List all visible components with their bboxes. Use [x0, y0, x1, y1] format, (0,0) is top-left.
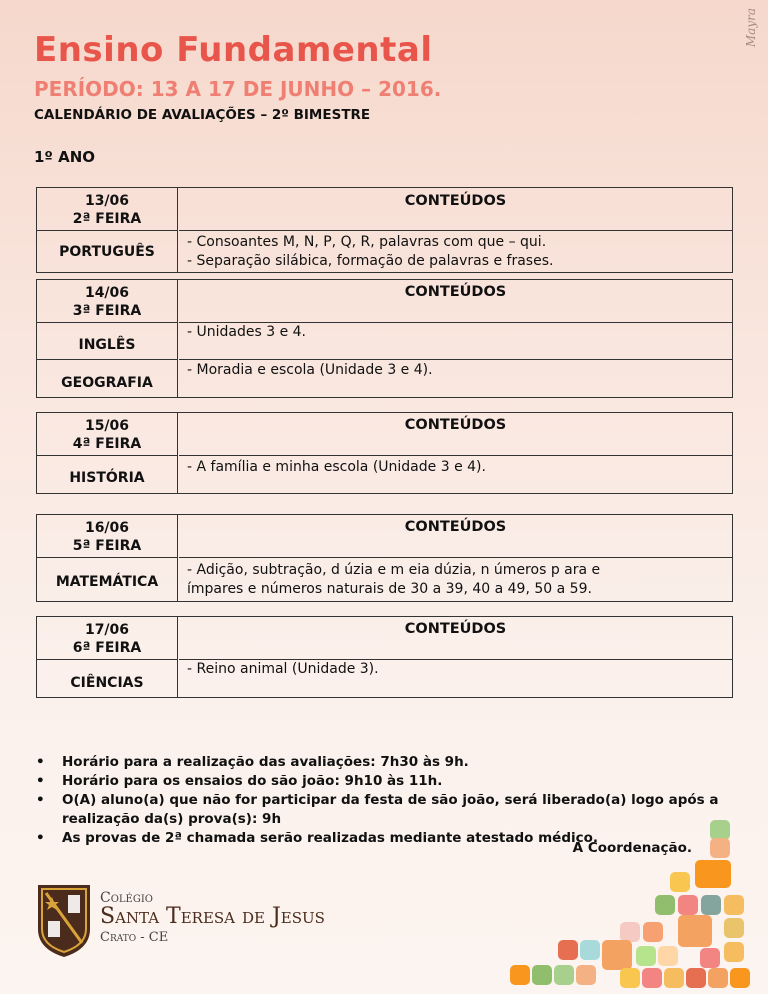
date: 16/06	[84, 520, 130, 536]
percent-icon	[724, 918, 744, 938]
contents-heading-cell	[179, 621, 732, 637]
contents-heading-cell	[179, 193, 732, 209]
subject-name: GEOGRAFIA	[61, 375, 153, 391]
contents-heading-cell	[179, 519, 732, 535]
heart-icon	[678, 895, 698, 915]
music-icon	[643, 922, 663, 942]
schedule-block-1506	[36, 412, 733, 494]
ruler-icon	[658, 946, 678, 966]
calendar-icon	[678, 915, 712, 947]
date: 17/06	[84, 622, 130, 638]
contents-cell	[179, 230, 732, 272]
weekday: 6ª FEIRA	[72, 640, 142, 656]
contents-cell	[179, 557, 732, 601]
ball-icon	[580, 940, 600, 960]
leaf-icon	[532, 965, 552, 985]
contents-heading-cell	[179, 417, 732, 433]
content-line: - A família e minha escola (Unidade 3 e 4).	[187, 459, 486, 475]
clock-icon	[602, 940, 632, 970]
weekday: 4ª FEIRA	[72, 436, 142, 452]
globe-icon	[701, 895, 721, 915]
bulb-icon	[655, 895, 675, 915]
scissors-icon	[724, 942, 744, 962]
subject-name: PORTUGUÊS	[59, 244, 155, 260]
note-item: • O(A) aluno(a) que não for participar da festa de são joão, será liberado(a) logo após a realização da(s) prova(s): 9h	[36, 791, 726, 829]
date: 14/06	[84, 285, 130, 301]
schedule-block-1306	[36, 187, 733, 273]
subject-name: CIÊNCIAS	[70, 675, 144, 691]
heart-icon	[642, 968, 662, 988]
school-name-line3: Crato - CE	[100, 930, 169, 945]
subject-cell	[37, 659, 177, 697]
content-line: - Moradia e escola (Unidade 3 e 4).	[187, 362, 433, 378]
contents-heading: CONTEÚDOS	[404, 193, 507, 209]
subject-name: INGLÊS	[78, 337, 136, 353]
paint-icon	[700, 948, 720, 968]
bag-icon	[576, 965, 596, 985]
tag-icon	[554, 965, 574, 985]
weekday: 3ª FEIRA	[72, 303, 142, 319]
schedule-block-1606	[36, 514, 733, 602]
star-icon	[670, 872, 690, 892]
subject-cell	[37, 322, 177, 360]
apple-icon	[558, 940, 578, 960]
apple-icon	[686, 968, 706, 988]
contents-heading: CONTEÚDOS	[404, 417, 507, 433]
contents-heading-cell	[179, 284, 732, 300]
content-line: - Unidades 3 e 4.	[187, 324, 306, 340]
schedule-block-1406	[36, 279, 733, 398]
leaf-icon	[710, 838, 730, 858]
pencil-icon	[710, 820, 730, 840]
school-name-line1: Colégio	[100, 890, 153, 906]
content-line: ímpares e números naturais de 30 a 39, 40 a 49, 50 a 59.	[187, 581, 592, 597]
brand-tag: Mayra	[744, 8, 758, 48]
date: 15/06	[84, 418, 130, 434]
content-line: - Consoantes M, N, P, Q, R, palavras com que – qui.	[187, 234, 547, 250]
grade-label: 1º ANO	[34, 148, 96, 166]
calendar-heading: CALENDÁRIO DE AVALIAÇÕES – 2º BIMESTRE	[34, 107, 371, 123]
subject-name: MATEMÁTICA	[55, 574, 159, 590]
contents-cell	[179, 455, 732, 493]
weekday: 2ª FEIRA	[72, 211, 142, 227]
contents-heading: CONTEÚDOS	[404, 621, 507, 637]
contents-cell	[179, 322, 732, 360]
subject-cell	[37, 359, 177, 397]
school-name-line2: Santa Teresa de Jesus	[100, 904, 325, 929]
trophy-icon	[730, 968, 750, 988]
contents-heading: CONTEÚDOS	[404, 284, 507, 300]
bulb-icon	[620, 968, 640, 988]
contents-cell	[179, 359, 732, 397]
school-crest-icon	[36, 883, 92, 959]
subject-cell	[37, 557, 177, 601]
note-item: • Horário para os ensaios do são joão: 9h10 às 11h.	[36, 772, 726, 791]
book-icon	[695, 860, 731, 888]
pencil-icon	[664, 968, 684, 988]
content-line: - Adição, subtração, d úzia e m eia dúzia, n úmeros p ara e	[187, 562, 601, 578]
contents-cell	[179, 659, 732, 697]
note-item: • As provas de 2ª chamada serão realizadas mediante atestado médico.	[36, 829, 726, 848]
content-line: - Reino animal (Unidade 3).	[187, 661, 379, 677]
date-cell	[37, 519, 177, 555]
flask-icon	[636, 946, 656, 966]
subject-cell	[37, 455, 177, 493]
period-subtitle: PERÍODO: 13 A 17 DE JUNHO – 2016.	[34, 77, 442, 101]
page-title: Ensino Fundamental	[34, 30, 433, 70]
signature: A Coordenação.	[572, 840, 692, 856]
date-cell	[37, 284, 177, 320]
content-line: - Separação silábica, formação de palavras e frases.	[187, 253, 554, 269]
letter-icon	[708, 968, 728, 988]
note-icon	[620, 922, 640, 942]
contents-heading: CONTEÚDOS	[404, 519, 507, 535]
schedule-block-1706	[36, 616, 733, 698]
date-cell	[37, 417, 177, 453]
star-icon	[510, 965, 530, 985]
date-cell	[37, 192, 177, 228]
sun-icon	[724, 895, 744, 915]
decorative-school-icons	[510, 810, 760, 990]
note-item: • Horário para a realização das avaliações: 7h30 às 9h.	[36, 753, 726, 772]
weekday: 5ª FEIRA	[72, 538, 142, 554]
subject-name: HISTÓRIA	[69, 470, 145, 486]
subject-cell	[37, 230, 177, 272]
date-cell	[37, 621, 177, 657]
date: 13/06	[84, 193, 130, 209]
